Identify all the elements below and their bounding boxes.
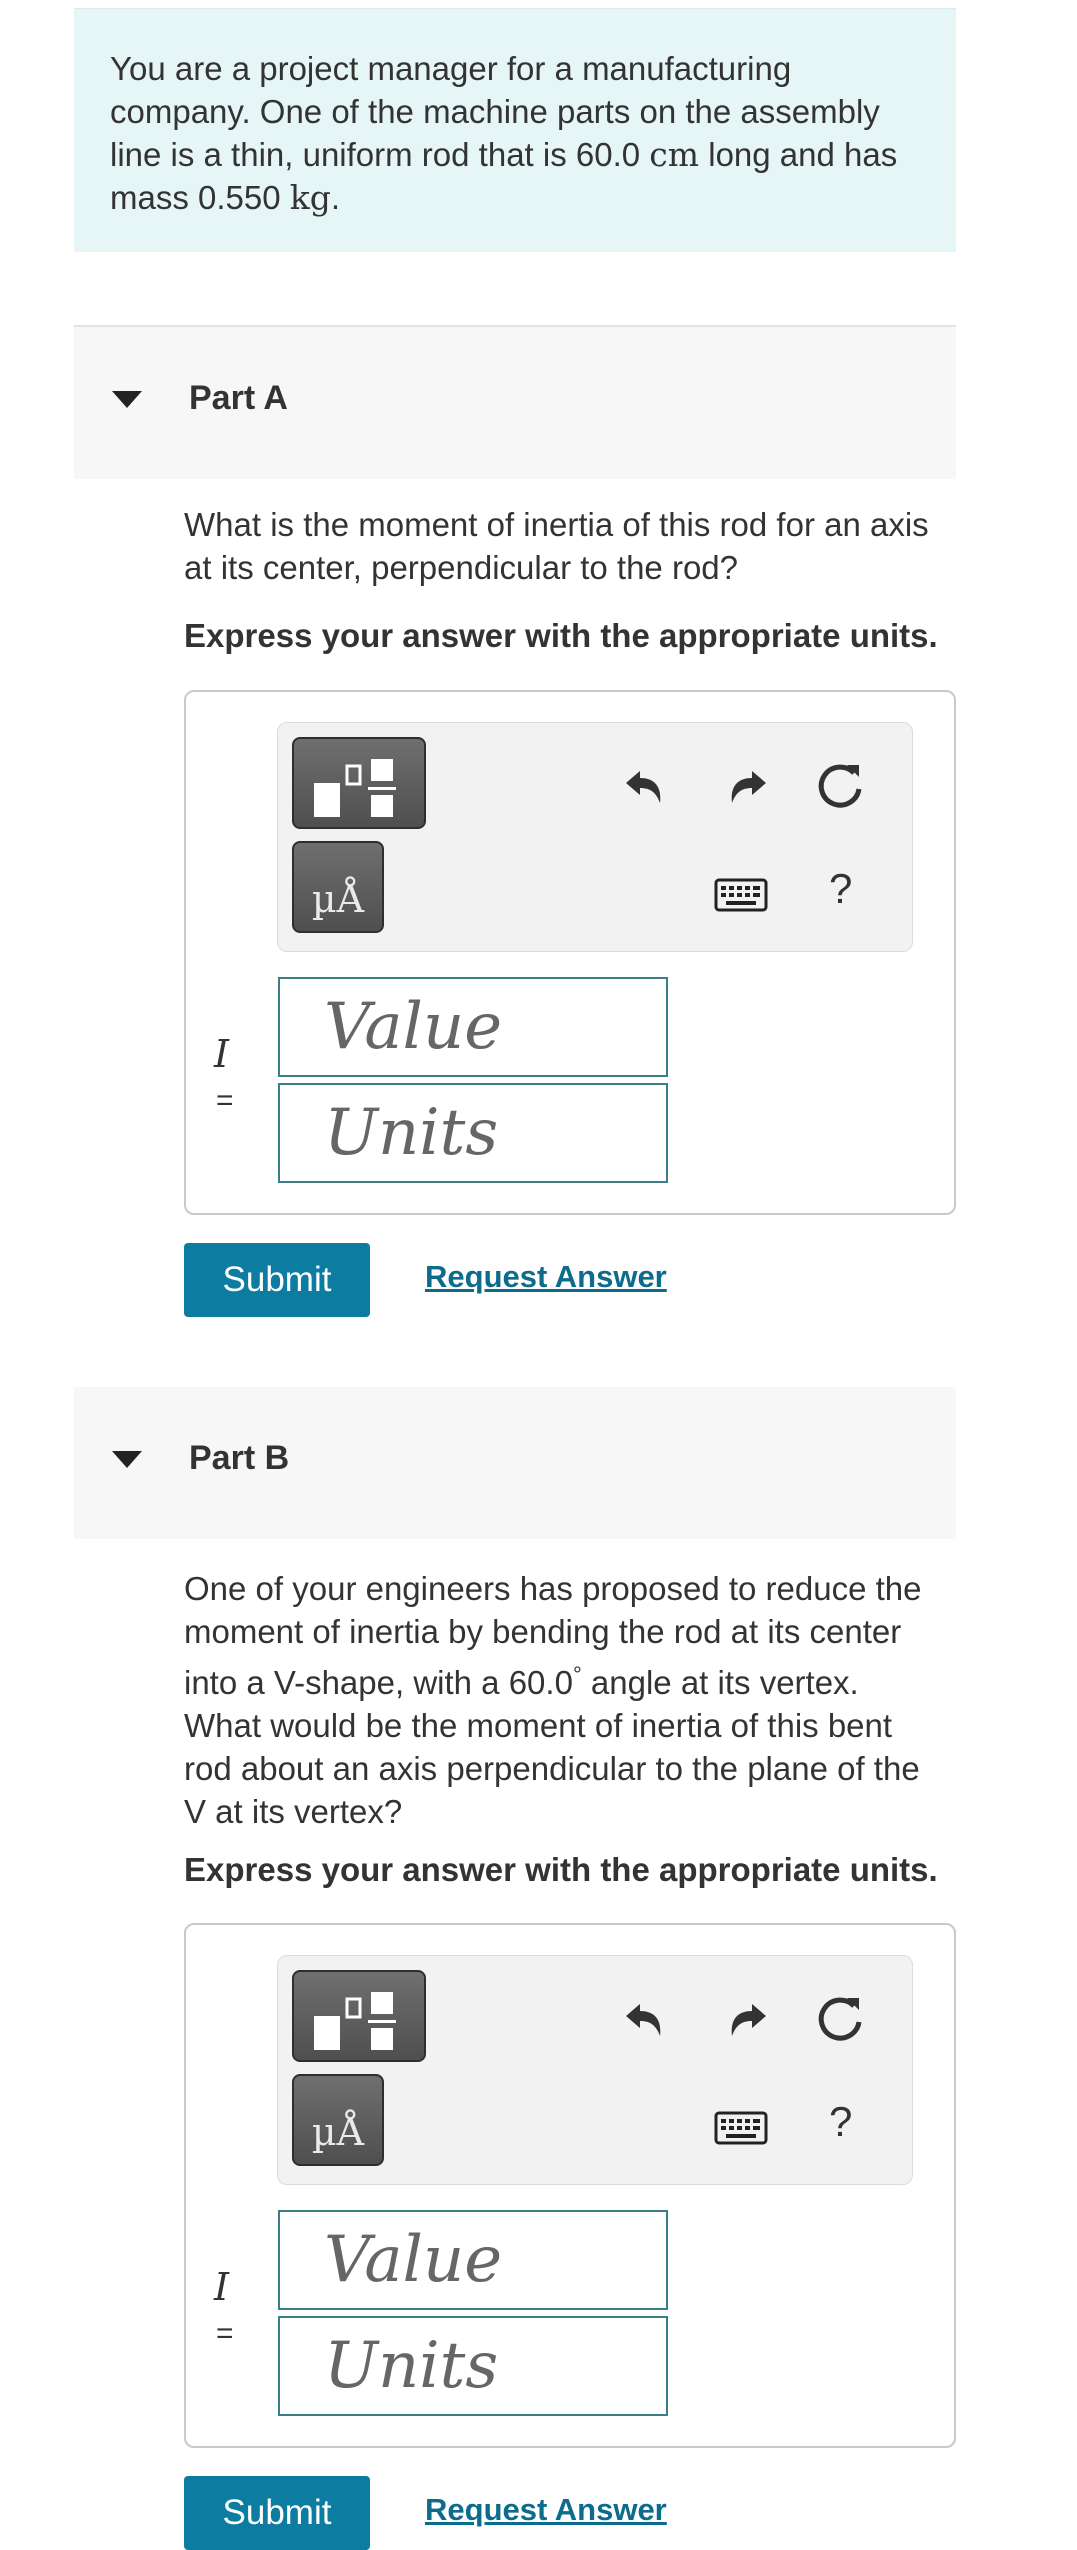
units-input[interactable]: [278, 1083, 668, 1183]
help-button[interactable]: ?: [829, 2098, 853, 2145]
request-answer-link[interactable]: Request Answer: [425, 2492, 667, 2527]
help-button[interactable]: ?: [829, 865, 853, 912]
units-icon: µÅ: [311, 2110, 365, 2154]
part-a-answer-box: [184, 690, 956, 1215]
intro-text: You are a project manager for a manufacturing company. One of the machine parts on the assembly line is a thin, uniform rod that is 60.0 cm long and has mass 0.550 kg.: [110, 50, 898, 217]
undo-icon[interactable]: [618, 761, 670, 813]
variable-label: I: [214, 1032, 230, 1076]
variable-label: I: [214, 2265, 230, 2309]
undo-icon[interactable]: [618, 1994, 670, 2046]
value-input[interactable]: [278, 977, 668, 1077]
units-button[interactable]: [292, 2074, 384, 2166]
value-input[interactable]: [278, 2210, 668, 2310]
request-answer-link[interactable]: Request Answer: [425, 1259, 667, 1294]
reset-icon[interactable]: [813, 1992, 869, 2048]
template-icon: [292, 737, 426, 829]
keyboard-icon[interactable]: [714, 2110, 768, 2146]
caret-down-icon[interactable]: [112, 391, 142, 408]
part-b-title: Part B: [189, 1439, 290, 1477]
units-button[interactable]: [292, 841, 384, 933]
part-b-question: One of your engineers has proposed to reduce the moment of inertia by bending the rod at its center into a V-shape, with a 60.0° angle at its vertex. What would be the moment of inertia of this bent rod about an axis perpendicular to the plane of the V at its vertex?: [184, 1570, 922, 1830]
part-b-instruction: Express your answer with the appropriate units.: [184, 1851, 938, 1888]
problem-intro: [74, 8, 956, 252]
caret-down-icon[interactable]: [112, 1451, 142, 1468]
redo-icon[interactable]: [722, 761, 774, 813]
submit-button[interactable]: Submit: [184, 2476, 370, 2550]
part-a-instruction: Express your answer with the appropriate units.: [184, 617, 938, 654]
template-icon: [292, 1970, 426, 2062]
keyboard-icon[interactable]: [714, 877, 768, 913]
redo-icon[interactable]: [722, 1994, 774, 2046]
template-button[interactable]: [292, 737, 426, 829]
units-input[interactable]: [278, 2316, 668, 2416]
math-toolbar: [277, 1955, 913, 2185]
part-b-header[interactable]: [74, 1387, 956, 1539]
units-icon: µÅ: [311, 877, 365, 921]
submit-button[interactable]: Submit: [184, 1243, 370, 1317]
part-a-question: What is the moment of inertia of this rod for an axis at its center, perpendicular to the rod?: [184, 506, 929, 586]
math-toolbar: [277, 722, 913, 952]
reset-icon[interactable]: [813, 759, 869, 815]
part-b-answer-box: [184, 1923, 956, 2448]
part-a-title: Part A: [189, 379, 288, 417]
equals-sign: =: [216, 2317, 234, 2350]
part-a-header[interactable]: [74, 325, 956, 479]
equals-sign: =: [216, 1084, 234, 1117]
template-button[interactable]: [292, 1970, 426, 2062]
